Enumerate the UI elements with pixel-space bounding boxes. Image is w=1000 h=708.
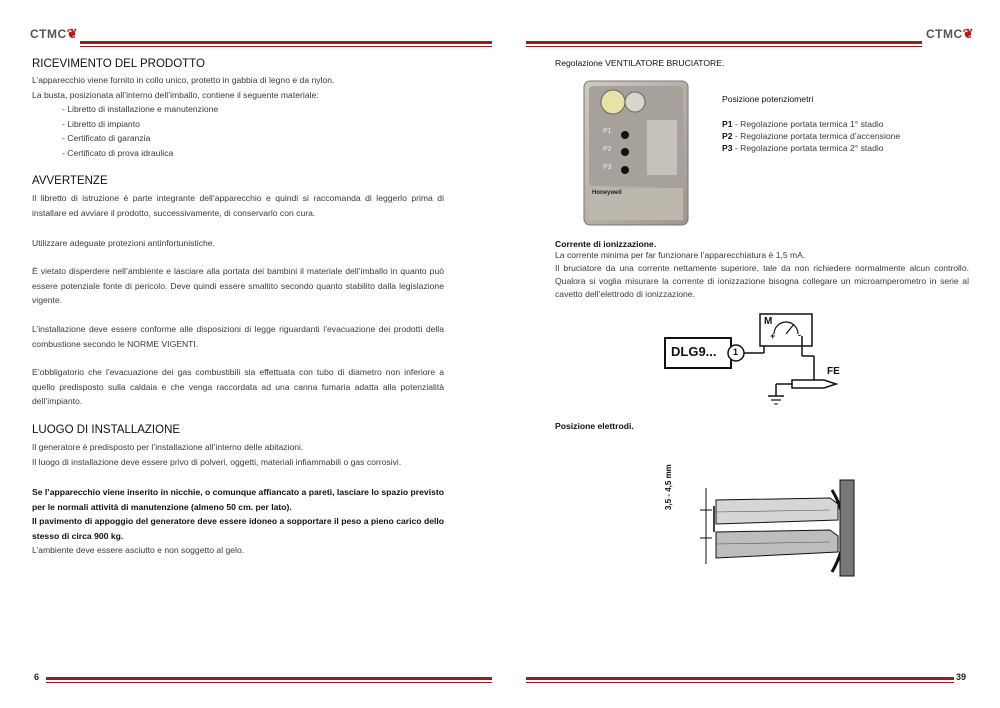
materials-list [62, 102, 218, 160]
footer-rule-right [526, 677, 954, 680]
header-rule-left [80, 41, 492, 44]
flame-icon: ❦ [66, 26, 79, 41]
paragraph: Il luogo di installazione deve essere privo di polveri, oggetti, materiali infiammabili o gas corrosivi. [32, 457, 402, 467]
diagram-minus: - [798, 330, 801, 340]
device-p-label: P1 [603, 128, 612, 135]
footer-rule-left [46, 677, 492, 680]
paragraph: Il bruciatore da una corrente nettamente superiore, tale da non richiedere normalmente alcun controllo. Qualora si voglia misurare la corrente di ionizzazione bisogna collegare un microamperometro in serie al cavetto dell’elettrodo di ionizzazione. [555, 263, 969, 299]
caption-ventilatore: Regolazione VENTILATORE BRUCIATORE. [555, 58, 725, 68]
diagram-plus: + [770, 331, 776, 341]
section-title-luogo: LUOGO DI INSTALLAZIONE [32, 424, 181, 436]
paragraph-bold: Il pavimento di appoggio del generatore deve essere idoneo a sopportare il peso a pieno carico dello stesso di circa 900 kg. [32, 516, 444, 541]
diagram-terminal: 1 [733, 347, 739, 357]
paragraph: Il generatore è predisposto per l’installazione all’interno delle abitazioni. [32, 442, 304, 452]
page-number-left: 6 [34, 672, 40, 682]
footer-rule-left-thin [46, 682, 492, 683]
brand-logo-left: CTMC❦ [30, 26, 79, 41]
section-title-avvertenze: AVVERTENZE [32, 175, 108, 187]
header-rule-left-thin [80, 46, 492, 47]
ionization-diagram [664, 312, 854, 410]
device-p-label: P2 [603, 146, 612, 153]
device-brand: Honeywell [592, 190, 622, 196]
list-item: - Certificato di garanzia [62, 133, 151, 144]
section-title-ricevimento: RICEVIMENTO DEL PRODOTTO [32, 58, 205, 70]
page-number-right: 39 [956, 672, 967, 682]
diagram-fe-label: FE [827, 366, 840, 377]
brand-logo-right: CTMC❦ [926, 26, 975, 41]
control-unit-image [583, 80, 689, 226]
header-rule-right [526, 41, 922, 44]
paragraph: È vietato disperdere nell’ambiente e lasciare alla portata dei bambini il materiale dell’imballo in quanto può essere potenziale fonte di pericolo. Deve quindi essere smaltito secondo quanto stabilito dalla legislazione vigente. [32, 266, 444, 306]
pot-line: P3 - Regolazione portata termica 2° stadio [722, 143, 884, 153]
flame-icon: ❦ [962, 26, 975, 41]
caption-elettrodi: Posizione elettrodi. [555, 421, 634, 431]
caption-ionizzazione: Corrente di ionizzazione. [555, 239, 657, 249]
paragraph: L’apparecchio viene fornito in collo unico, protetto in gabbia di legno e da nylon. [32, 75, 335, 85]
list-item: - Certificato di prova idraulica [62, 147, 174, 158]
paragraph: L’ambiente deve essere asciutto e non soggetto al gelo. [32, 545, 245, 555]
footer-rule-right-thin [526, 682, 954, 683]
paragraph: La busta, posizionata all’interno dell’imballo, contiene il seguente materiale: [32, 90, 319, 100]
diagram-meter-label: M [764, 316, 773, 327]
paragraph: La corrente minima per far funzionare l’apparecchiatura è 1,5 mA. [555, 250, 806, 260]
diagram-box-label: DLG9... [671, 344, 717, 359]
paragraph: Il libretto di istruzione è parte integrante dell’apparecchio e quindi si raccomanda di leggerlo prima di installare ed avviare il prodotto, successivamente, di conservarlo con cura. [32, 193, 444, 218]
pot-line: P1 - Regolazione portata termica 1° stadio [722, 119, 884, 129]
pot-line: P2 - Regolazione portata termica d’accensione [722, 131, 901, 141]
electrode-dimension: 3,5 - 4,5 mm [664, 464, 673, 510]
electrode-drawing [680, 440, 860, 580]
paragraph: Utilizzare adeguate protezioni antinfortunistiche. [32, 238, 215, 248]
paragraph: E’obbligatorio che l’evacuazione dei gas combustibili sia effettuata con tubo di diametro non inferiore a quello predisposto sulla caldaia e che venga raccordata ad una canna fumaria adatta alla potenzialità dell’impianto. [32, 367, 444, 407]
pot-title: Posizione potenziometri [722, 94, 814, 104]
header-rule-right-thin [526, 46, 922, 47]
list-item: - Libretto di impianto [62, 118, 140, 129]
paragraph-bold: Se l’apparecchio viene inserito in nicchie, o comunque affiancato a pareti, lasciare lo spazio previsto per le normali attività di manutenzione (almeno 50 cm. per lato). [32, 487, 444, 512]
paragraph: L’installazione deve essere conforme alle disposizioni di legge riguardanti l’evacuazione dei prodotti della combustione secondo le NORME VIGENTI. [32, 324, 444, 349]
device-p-label: P3 [603, 164, 612, 171]
list-item: - Libretto di installazione e manutenzione [62, 104, 219, 114]
